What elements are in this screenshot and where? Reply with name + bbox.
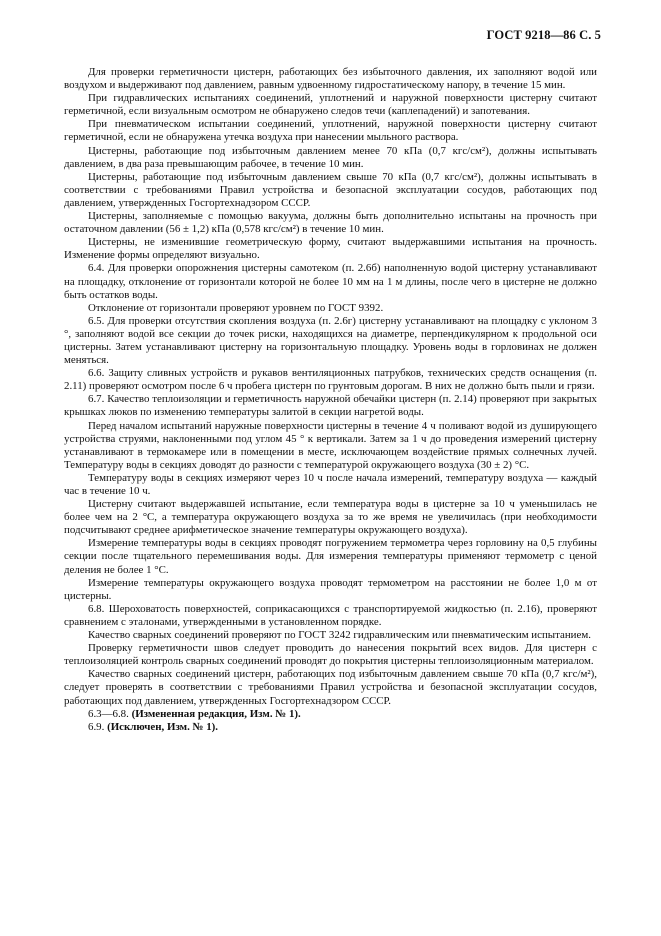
- paragraph: Измерение температуры окружающего воздуха проводят термометром на расстоянии не более 1,0 м от цистерны.: [64, 576, 597, 602]
- paragraph: Для проверки герметичности цистерн, работающих без избыточного давления, их заполняют водой или воздухом и выдерживают под давлением, равным удвоенному гидростатическому напору, в течение 15 мин.: [64, 66, 597, 92]
- paragraph: При гидравлических испытаниях соединений, уплотнений и наружной поверхности цистерну считают герметичной, если визуальным осмотром не обнаружено следов течи (каплепадений) и запотевания.: [64, 92, 597, 118]
- paragraph: Цистерны, работающие под избыточным давлением менее 70 кПа (0,7 кгс/см²), должны испытывать давлением, в два раза превышающим рабочее, в течение 10 мин.: [64, 144, 597, 170]
- paragraph: Цистерны, работающие под избыточным давлением свыше 70 кПа (0,7 кгс/см²), должны испытывать в соответствии с требованиями Правил устройства и безопасной эксплуатации сосудов, работающих под давлением, утвержденных Госгортехнадзором СССР.: [64, 170, 597, 209]
- document-body: [64, 66, 597, 734]
- paragraph: Качество сварных соединений цистерн, работающих под избыточным давлением свыше 70 кПа (0,7 кгс/м²), следует проверять в соответствии с требованиями Правил устройства и безопасной эксплуатации сосудов, работающих под давлением, утвержденных Госгортехнадзором СССР.: [64, 668, 597, 707]
- amendment-note: [64, 721, 597, 734]
- amendment-note: [64, 708, 597, 721]
- paragraph: Цистерну считают выдержавшей испытание, если температура воды в цистерне за 10 ч уменьшилась не более чем на 2 °С, а температура окружающего воздуха за то же время не увеличилась (при необходимости подсчитывают среднее арифметическое значение температуры окружающего воздуха).: [64, 498, 597, 537]
- note-prefix: 6.9.: [88, 720, 108, 733]
- paragraph: Цистерны, заполняемые с помощью вакуума, должны быть дополнительно испытаны на прочность при остаточном давлении (56 ± 1,2) кПа (0,578 кгс/см²) в течение 10 мин.: [64, 210, 597, 236]
- paragraph: 6.6. Защиту сливных устройств и рукавов вентиляционных патрубков, технических средств оснащения (п. 2.11) проверяют осмотром после 6 ч пробега цистерн по грунтовым дорогам. В них не должно быть пыли и грязи.: [64, 367, 597, 393]
- paragraph: 6.4. Для проверки опорожнения цистерны самотеком (п. 2.6б) наполненную водой цистерну устанавливают на площадку, отклонение от горизонтали которой не более 10 мм на 1 м длины, после чего в цистерне не должно быть остатков воды.: [64, 262, 597, 301]
- note-prefix: 6.3—6.8.: [88, 707, 132, 720]
- running-header: ГОСТ 9218—86 С. 5: [486, 28, 601, 42]
- paragraph: 6.8. Шероховатость поверхностей, соприкасающихся с транспортируемой жидкостью (п. 2.16), проверяют сравнением с эталонами, утвержденными в установленном порядке.: [64, 602, 597, 628]
- note-text: (Исключен, Изм. № 1).: [107, 720, 218, 733]
- paragraph: 6.5. Для проверки отсутствия скопления воздуха (п. 2.6г) цистерну устанавливают на площадку с уклоном 3 °, заполняют водой все секции до точек риски, находящихся на диаметре, перпендикулярном к продольной оси цистерны. Затем устанавливают цистерну на горизонтальную площадку. Уровень воды в горловинах не должен меняться.: [64, 314, 597, 367]
- paragraph: Перед началом испытаний наружные поверхности цистерны в течение 4 ч поливают водой из душирующего устройства струями, наклоненными под углом 45 ° к вертикали. Затем за 1 ч до проведения измерений цистерну устанавливают в термокамере или в помещении в месте, исключающем воздействие прямых солнечных лучей. Температуру воды в секциях доводят до разности с температурой окружающего воздуха (30 ± 2) °С.: [64, 419, 597, 471]
- paragraph: Температуру воды в секциях измеряют через 10 ч после начала измерений, температуру воздуха — каждый час в течение 10 ч.: [64, 471, 597, 497]
- paragraph: Качество сварных соединений проверяют по ГОСТ 3242 гидравлическим или пневматическим испытанием.: [88, 629, 591, 642]
- paragraph: Проверку герметичности швов следует проводить до нанесения покрытий всех видов. Для цистерн с теплоизоляцией контроль сварных соединений проводят до покрытия цистерны теплоизоляционным материалом.: [64, 642, 597, 668]
- note-text: (Измененная редакция, Изм. № 1).: [131, 707, 301, 720]
- paragraph: Отклонение от горизонтали проверяют уровнем по ГОСТ 9392.: [88, 301, 384, 314]
- paragraph: 6.7. Качество теплоизоляции и герметичность наружной обечайки цистерн (п. 2.14) проверяют при закрытых крышках люков по изменению температуры залитой в секции нагретой воды.: [64, 393, 597, 419]
- paragraph: Цистерны, не изменившие геометрическую форму, считают выдержавшими испытания на прочность. Изменение формы определяют визуально.: [64, 236, 597, 262]
- paragraph: Измерение температуры воды в секциях проводят погружением термометра через горловину на 0,5 глубины секции после тщательного перемешивания воды. Для измерения температуры применяют термометр с ценой деления не более 1 °С.: [64, 537, 597, 576]
- paragraph: При пневматическом испытании соединений, уплотнений, наружной поверхности цистерну считают герметичной, если не обнаружена утечка воздуха при нанесении мыльного раствора.: [64, 118, 597, 144]
